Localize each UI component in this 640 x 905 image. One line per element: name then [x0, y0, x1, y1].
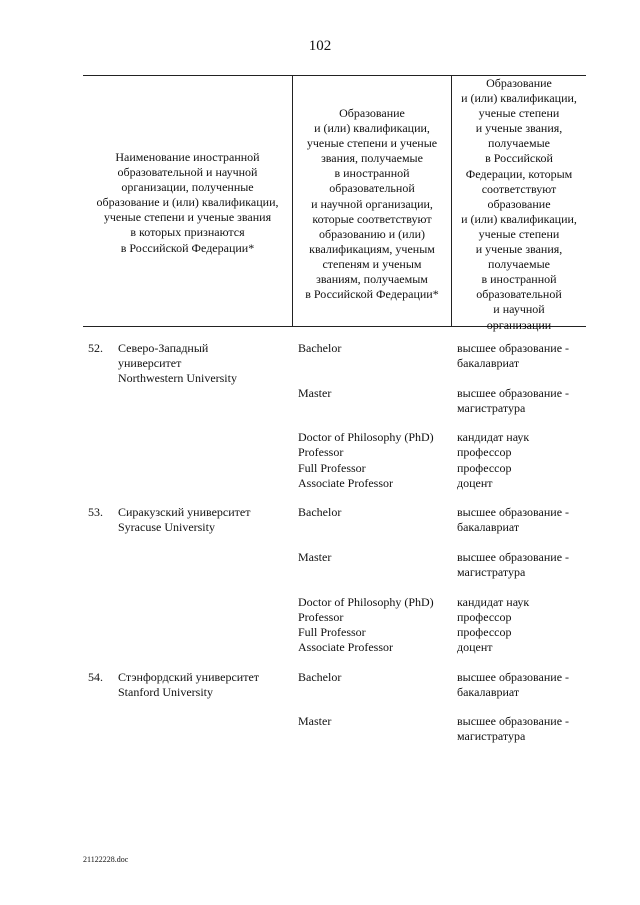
header-col2-line: и научной организации, [311, 196, 433, 211]
header-col-foreign-qualification [293, 106, 451, 302]
header-col3-line: Образование [486, 76, 552, 90]
foreign-qualification-line: Bachelor [298, 669, 342, 684]
organization-name-line: Stanford University [118, 684, 213, 699]
russian-equivalent-line: бакалавриат [457, 356, 520, 371]
row-number: 54. [88, 669, 103, 684]
russian-equivalent [457, 430, 529, 490]
russian-equivalent-line: высшее образование - [457, 550, 570, 564]
russian-equivalent [457, 386, 569, 416]
foreign-qualification [298, 341, 341, 356]
foreign-qualification [298, 505, 341, 520]
header-col3-line: и (или) квалификации, [461, 211, 577, 226]
header-col-organization [83, 150, 292, 256]
foreign-qualification [298, 714, 331, 729]
russian-equivalent [457, 714, 569, 744]
russian-equivalent-line: профессор [457, 445, 512, 460]
foreign-qualification-line: Professor [298, 609, 344, 624]
foreign-qualification-line: Master [298, 550, 332, 564]
russian-equivalent-line: бакалавриат [457, 520, 520, 535]
header-col3-line: образование [487, 196, 551, 211]
header-col2-line: в Российской Федерации* [305, 287, 439, 302]
foreign-qualification-line: Bachelor [298, 341, 342, 355]
row-number: 52. [88, 341, 103, 355]
russian-equivalent-line: высшее образование - [457, 341, 570, 355]
russian-equivalent-line: магистратура [457, 565, 526, 580]
russian-equivalent-line: высшее образование - [457, 505, 570, 520]
foreign-qualification-line: Full Professor [298, 460, 366, 475]
organization-name [118, 341, 237, 386]
header-col2-line: в иностранной [334, 166, 410, 181]
foreign-qualification [298, 595, 434, 655]
header-col2-line: ученые степени и ученые [306, 136, 438, 151]
russian-equivalent-line: доцент [457, 475, 493, 490]
header-col3-line: ученые степени [478, 226, 560, 241]
russian-equivalent [457, 670, 569, 700]
header-col3-line: в иностранной [481, 272, 557, 287]
header-col1-line: в которых признаются [130, 225, 245, 240]
header-col3-line: получаемые [488, 136, 550, 151]
foreign-qualification [298, 430, 434, 490]
russian-equivalent-line: профессор [457, 609, 512, 624]
organization-name [118, 505, 250, 535]
organization-name-line: университет [118, 356, 182, 371]
header-col1-line: образовательной и научной [117, 165, 258, 180]
russian-equivalent-line: высшее образование - [457, 385, 570, 400]
russian-equivalent [457, 550, 569, 580]
foreign-qualification-line: Doctor of Philosophy (PhD) [298, 430, 434, 445]
russian-equivalent-line: кандидат наук [457, 430, 530, 445]
foreign-qualification [298, 550, 331, 565]
organization-name [118, 670, 259, 700]
header-col3-line: и ученые звания, [475, 121, 563, 136]
russian-equivalent-line: магистратура [457, 400, 526, 415]
foreign-qualification-line: Doctor of Philosophy (PhD) [298, 594, 434, 609]
foreign-qualification-line: Associate Professor [298, 475, 393, 490]
russian-equivalent-line: высшее образование - [457, 714, 570, 729]
header-col3-line: и ученые звания, [475, 242, 563, 257]
row-number: 53. [88, 505, 103, 520]
header-col1-line: Наименование иностранной [115, 150, 260, 164]
russian-equivalent [457, 595, 529, 655]
header-col2-line: Образование [339, 106, 405, 120]
organization-name-line: Northwestern University [118, 371, 237, 386]
organization-name-line: Северо-Западный [118, 341, 209, 355]
header-col2-line: образованию и (или) [319, 226, 425, 241]
header-col2-line: и (или) квалификации, [314, 121, 430, 136]
header-col2-line: образовательной [329, 181, 415, 196]
russian-equivalent-line: доцент [457, 639, 493, 654]
russian-equivalent-line: высшее образование - [457, 669, 570, 684]
header-col2-line: квалификациям, ученым [309, 241, 435, 256]
russian-equivalent-line: профессор [457, 460, 512, 475]
header-col1-line: организации, полученные [121, 180, 254, 195]
foreign-qualification-line: Professor [298, 445, 344, 460]
header-col2-line: звания, получаемые [321, 151, 423, 166]
header-col3-line: и (или) квалификации, [461, 91, 577, 106]
header-col3-line: в Российской [485, 151, 553, 166]
header-col2-line: степеням и ученым [322, 256, 422, 271]
foreign-qualification-line: Bachelor [298, 505, 342, 520]
foreign-qualification [298, 386, 331, 401]
russian-equivalent-line: бакалавриат [457, 684, 520, 699]
header-col3-line: ученые степени [478, 106, 560, 121]
header-col-russian-qualification [452, 76, 586, 333]
foreign-qualification [298, 670, 341, 685]
organization-name-line: Сиракузский университет [118, 505, 251, 520]
header-col1-line: в Российской Федерации* [120, 240, 255, 255]
russian-equivalent [457, 341, 569, 371]
organization-name-line: Стэнфордский университет [118, 669, 260, 684]
foreign-qualification-line: Full Professor [298, 624, 366, 639]
header-col3-line: Федерации, которым [465, 166, 573, 181]
header-col3-line: получаемые [488, 257, 550, 272]
header-col3-line: соответствуют [481, 181, 557, 196]
foreign-qualification-line: Master [298, 385, 332, 400]
foreign-qualification-line: Associate Professor [298, 639, 393, 654]
header-col3-line: организации [486, 317, 552, 332]
header-col2-line: званиям, получаемым [316, 272, 428, 287]
header-col1-line: ученые степени и ученые звания [103, 210, 272, 225]
organization-name-line: Syracuse University [118, 520, 215, 535]
russian-equivalent-line: профессор [457, 624, 512, 639]
russian-equivalent-line: кандидат наук [457, 594, 530, 609]
footer-filename: 21122228.doc [83, 855, 129, 864]
russian-equivalent [457, 505, 569, 535]
header-col3-line: и научной [493, 302, 545, 317]
header-col3-line: образовательной [476, 287, 562, 302]
foreign-qualification-line: Master [298, 714, 332, 729]
page-number: 102 [308, 38, 332, 54]
header-col1-line: образование и (или) квалификации, [96, 195, 279, 210]
russian-equivalent-line: магистратура [457, 729, 526, 744]
header-col2-line: которые соответствуют [312, 211, 432, 226]
